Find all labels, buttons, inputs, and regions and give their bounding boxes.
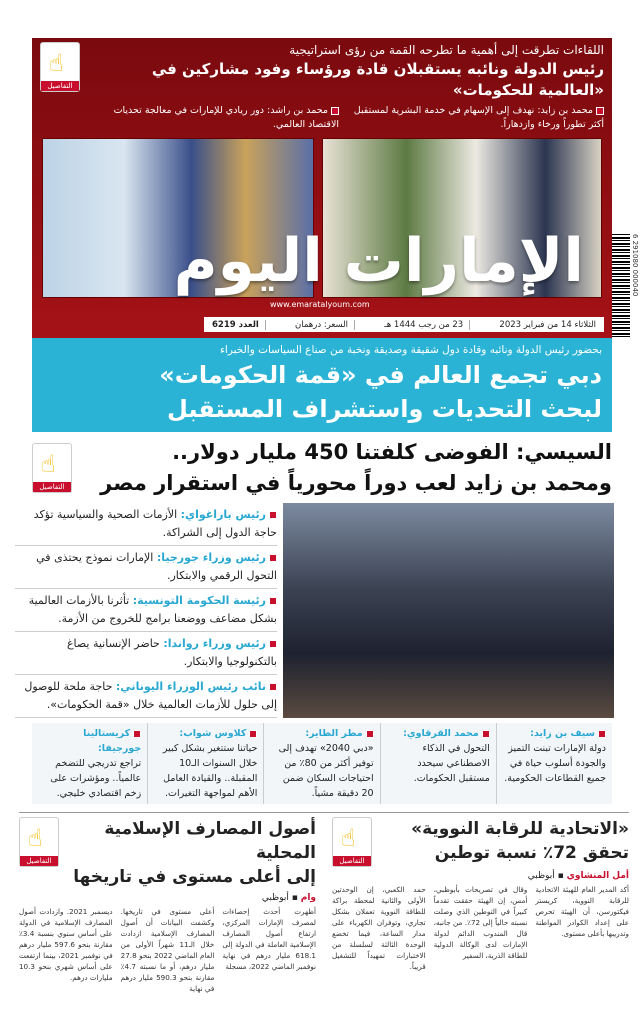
photo-summit-audience [283,503,614,718]
price: السعر: درهمان [295,320,355,330]
details-button[interactable]: ☝ التفاصيل [40,42,80,92]
pointing-hand-icon: ☝ [28,824,43,852]
bullet-icon [269,554,277,562]
story[interactable] [19,817,316,994]
bullet-list [15,503,277,718]
details-button[interactable]: ☝ التفاصيل [332,817,372,867]
pointing-hand-icon: ☝ [49,49,64,77]
story-column: حمد الكعبي، إن الوحدتين الأولى والثانية لمحطة براكة للطاقة النووية تعملان بشكل تجاري، وتوفران الكهرباء على مدار الساعة، فيما تخضع الوحدة الثالثة لسلسلة من الاختبارات تمهيداً للتشغيل قريباً. [331,885,426,971]
bullet-item[interactable]: رئيسة الحكومة التونسية: تأثرنا بالأزمات العالمية بشكل مضاعف ووضعنا برامج للخروج من الأزمة. [15,589,277,632]
quote-speaker: كلاوس شواب: [154,726,257,741]
story-headline[interactable]: أصول المصارف الإسلامية المحلية إلى أعلى مستوى في تاريخها [73,819,316,887]
story-column: أكد المدير العام للهيئة الاتحادية للرقابة النووية، كريستر فيكتورسن، أن الهيئة تحرص على إعداد الكوادر المواطنة وتدريبها بأعلى مستوى. [535,885,629,938]
sub-headline-left[interactable]: محمد بن راشد: دور ريادي للإمارات في معالجة تحديات الاقتصاد العالمي. [113,105,339,130]
date-strip [204,317,604,332]
story-column: أظهرت أحدث إحصاءات لمصرف الإمارات المركزي، ارتفاع أصول المصارف الإسلامية العاملة في الدولة إلى 618.1 مليار درهم في نهاية نوفمبر الماضي 2022، مسجلة [222,907,316,971]
sub-headline-right[interactable]: محمد بن زايد: نهدف إلى الإسهام في خدمة البشرية لمستقبل أكثر تطوراً ورخاء وازدهاراً. [353,105,604,130]
bullet-item[interactable]: نائب رئيس الوزراء اليوناني: حاجة ملحة للوصول إلى حلول للأزمات العالمية خلال «قمة الحكومات». [15,675,277,718]
bullet-item[interactable]: رئيس وزراء جورجيا: الإمارات نموذج يحتذى في التحول الرقمي والابتكار. [15,546,277,589]
details-button[interactable]: ☝ التفاصيل [32,443,72,493]
quote-item[interactable]: مطر الطاير: «دبي 2040» تهدف إلى توفير أكثر من 80٪ من احتياجات السكان ضمن 20 دقيقة مشياً. [263,723,379,804]
masthead [32,38,639,338]
bullet-icon [269,640,277,648]
newspaper-logo: الإمارات اليوم [173,226,584,296]
quote-speaker: سيف بن زايد: [503,726,606,741]
divider [19,812,629,813]
story-column: وقال في تصريحات بأبوظبي، أمس، إن الهيئة حققت تقدماً كبيراً في التوطين الذي وصلت نسبته حالياً إلى 72٪. من جانبه، قال المندوب الدائم لدولة الإمارات لدى الوكالة الدولية للطاقة الذرية، السفير [433,885,528,960]
front-page [18,38,639,994]
story-column: أعلى مستوى في تاريخها. وكشفت البيانات أن أصول المصارف الإسلامية ازدادت خلال الـ11 شهراً الأولى من العام الماضي 2022 بنحو 27.8 مليار درهم، أو ما نسبته 4.7٪ مقارنة بنحو 590.3 مليار درهم في نهاية [120,907,215,993]
quote-item[interactable]: سيف بن زايد: دولة الإمارات تبنت التميز والجودة أسلوب حياة في جميع القطاعات الحكومية. [496,723,612,804]
hijri-date: 23 من رجب 1444 هـ [384,320,470,330]
quote-speaker: مطر الطاير: [270,726,373,741]
pointing-hand-icon: ☝ [341,824,356,852]
details-button[interactable]: ☝ التفاصيل [19,817,59,867]
bullet-icon [366,730,374,738]
quote-item[interactable]: كريستالينا جورجيفا: تراجع تدريجي للتضخم عالمياً.. ومؤشرات على زخم اقتصادي خليجي. [32,723,147,804]
second-headline[interactable]: السيسي: الفوضى كلفتنا 450 مليار دولار.. ومحمد بن زايد لعب دوراً محورياً في استقرار مصر [100,440,612,495]
bullet-icon [249,730,257,738]
barcode-number: 6 291080 000040 [631,234,639,297]
byline: أمل المنشاوي ▪ أبوظبي [527,871,629,881]
bullet-icon [596,107,604,115]
barcode [612,234,630,338]
photo-area [40,138,604,313]
story-headline[interactable]: «الاتحادية للرقابة النووية» تحقق 72٪ نسبة توطين [411,819,629,863]
story-column: ديسمبر 2021. وازدادت أصول المصارف الإسلامية في الدولة على أساس سنوي بنسبة 3.4٪ مقارنة بنحو 597.6 مليار درهم في نوفمبر 2021، بينما ارتفعت على أساس شهري بنحو 10.3 مليارات درهم. [18,907,113,982]
bottom-stories [19,817,629,994]
bullet-icon [482,730,490,738]
bullet-icon [269,511,277,519]
bullet-item[interactable]: رئيس باراغواي: الأزمات الصحية والسياسية تؤكد حاجة الدول إلى الشراكة. [15,503,277,546]
quote-speaker: كريستالينا جورجيفا: [83,728,142,754]
bullet-item[interactable]: رئيس وزراء رواندا: حاضر الإنسانية يصاغ بالتكنولوجيا والابتكار. [15,632,277,675]
story[interactable] [332,817,629,994]
website-url[interactable]: www.emaratalyoum.com [270,300,370,309]
quotes-row [32,723,612,804]
pointing-hand-icon: ☝ [41,450,56,478]
date: الثلاثاء 14 من فبراير 2023 [499,319,596,330]
bullet-icon [269,683,277,691]
bullet-icon [598,730,606,738]
lead-headline-1: دبي تجمع العالم في «قمة الحكومات» [159,361,602,389]
bullet-icon [133,730,141,738]
bullet-icon [269,597,277,605]
byline: وام ▪ أبوظبي [261,893,316,903]
quote-speaker: محمد القرقاوي: [387,726,490,741]
kicker: اللقاءات تطرقت إلى أهمية ما تطرحه القمة من رؤى استراتيجية [289,43,604,57]
quote-item[interactable]: كلاوس شواب: حياتنا ستتغير بشكل كبير خلال السنوات الـ10 المقبلة.. والقيادة العامل الأهم لمواجهة التغيرات. [147,723,263,804]
lead-subtitle: بحضور رئيس الدولة ونائبه وقادة دول شقيقة وصديقة ونخبة من صناع السياسات والخبراء [219,344,602,356]
bullet-icon [331,107,339,115]
quote-item[interactable]: محمد القرقاوي: التحول في الذكاء الاصطناعي سيحدد مستقبل الحكومات. [380,723,496,804]
top-headline[interactable]: رئيس الدولة ونائبه يستقبلان قادة ورؤساء وفود مشاركين في «العالمية للحكومات» [151,60,604,99]
lead-story[interactable] [32,338,612,432]
issue-number: العدد 6219 [212,320,266,330]
lead-headline-2: لبحث التحديات واستشراف المستقبل [167,395,602,423]
